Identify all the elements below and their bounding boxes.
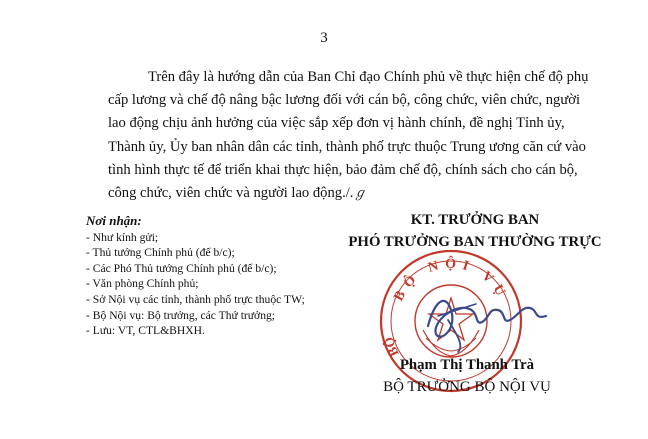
signer-title-line2: PHÓ TRƯỞNG BAN THƯỜNG TRỰC	[348, 234, 602, 250]
recipient-item: - Sở Nội vụ các tỉnh, thành phố trực thuộc TW;	[86, 292, 305, 306]
body-line-text: công chức, viên chức và người lao động./.	[108, 185, 354, 202]
body-paragraph	[108, 66, 620, 205]
recipient-item: - Thủ tướng Chính phủ (để b/c);	[86, 246, 235, 260]
recipient-item: - Lưu: VT, CTL&BHXH.	[86, 324, 205, 338]
recipient-item: - Như kính gửi;	[86, 230, 159, 244]
signature-icon	[418, 276, 558, 356]
recipient-item: - Văn phòng Chính phủ;	[86, 277, 199, 291]
body-line: lao động chịu ảnh hưởng của việc sắp xếp đơn vị hành chính, đề nghị Tỉnh ủy,	[108, 115, 565, 132]
seal-text-side: BỘ	[380, 335, 402, 359]
body-line: Thành ủy, Ủy ban nhân dân các tỉnh, thành phố trực thuộc Trung ương căn cứ vào	[108, 138, 586, 155]
page-number: 3	[320, 30, 328, 46]
body-line: Trên đây là hướng dẫn của Ban Chỉ đạo Chính phủ về thực hiện chế độ phụ	[148, 69, 589, 85]
body-line: tình hình thực tế để triển khai thực hiện, bảo đảm chế độ, chính sách cho cán bộ,	[108, 161, 578, 178]
recipient-item: - Bộ Nội vụ: Bộ trưởng, các Thứ trưởng;	[86, 308, 276, 322]
seal-text-top: BỘ NỘI VỤ	[391, 256, 511, 304]
body-line-last	[108, 182, 620, 205]
recipient-item: - Các Phó Thủ tướng Chính phủ (để b/c);	[86, 261, 277, 275]
body-line: cấp lương và chế độ nâng bậc lương đối với cán bộ, công chức, viên chức, người	[108, 92, 581, 109]
recipients-heading: Nơi nhận:	[86, 213, 142, 228]
end-mark: ℊ	[353, 186, 367, 202]
signer-position: BỘ TRƯỞNG BỘ NỘI VỤ	[383, 379, 551, 395]
signer-title-line1: KT. TRƯỞNG BAN	[410, 212, 540, 228]
signer-name: Phạm Thị Thanh Trà	[399, 357, 535, 373]
